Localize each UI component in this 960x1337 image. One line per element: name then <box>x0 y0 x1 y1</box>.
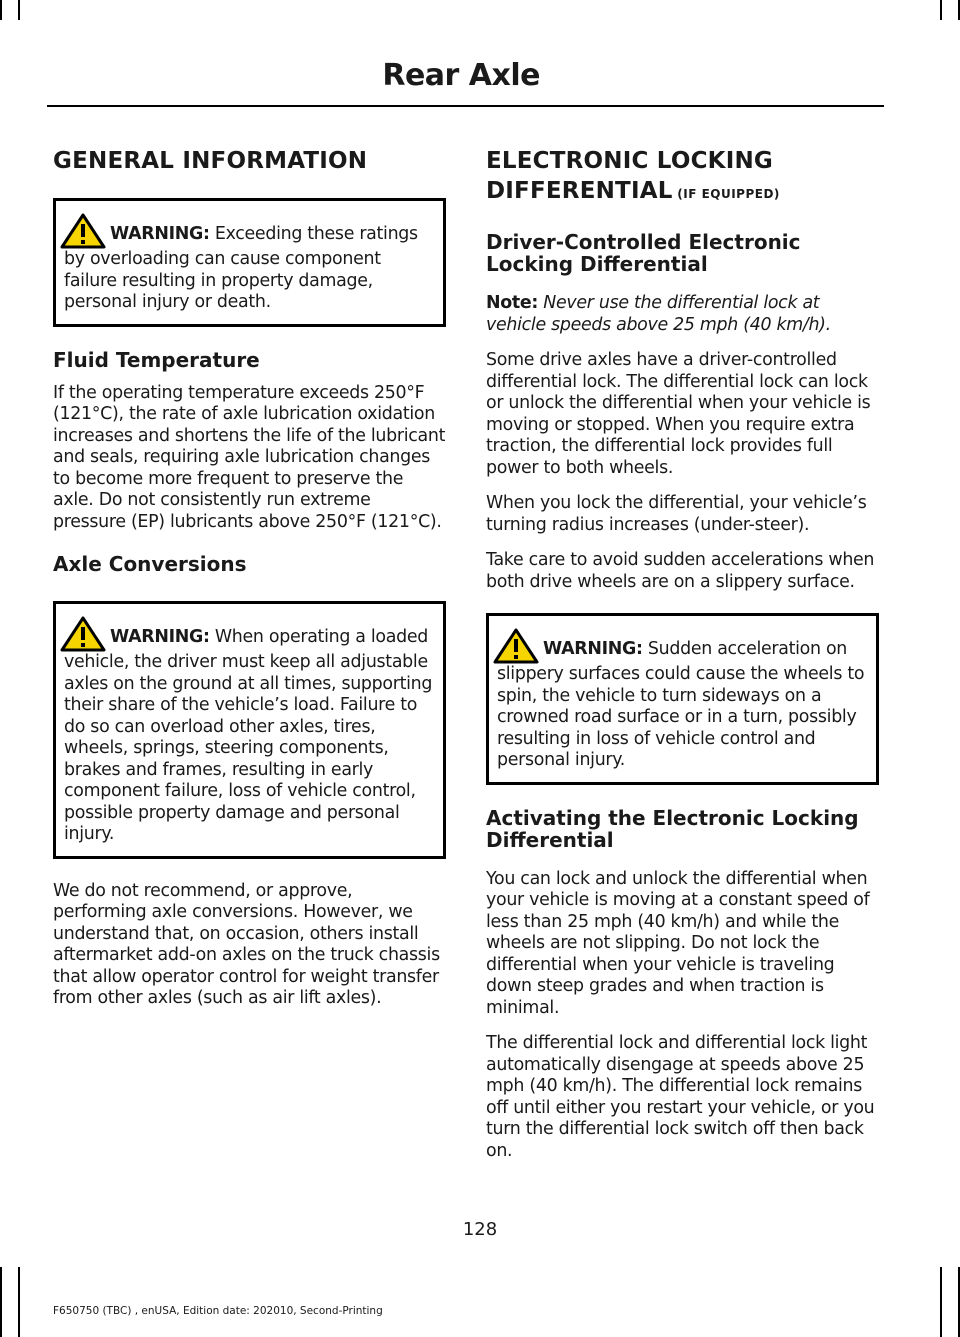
warning-box <box>53 601 446 859</box>
right-column <box>486 146 879 1176</box>
warning-triangle-icon <box>60 213 106 249</box>
page-title: Rear Axle <box>382 58 540 93</box>
page-number: 128 <box>462 1219 498 1240</box>
axle-conversions-heading: Axle Conversions <box>53 552 247 576</box>
footer-edition: F650750 (TBC) , enUSA, Edition date: 202010, Second-Printing <box>53 1305 383 1317</box>
warning-label: WARNING: <box>110 224 210 244</box>
fluid-temperature-heading: Fluid Temperature <box>53 347 260 372</box>
heading-line: DIFFERENTIAL <box>486 178 673 204</box>
warning-text: Sudden acceleration on slippery surfaces could cause the wheels to spin, the vehicle to turn sideways on a crowned road surface or in a turn, possibly resulting in loss of vehicle control and personal injury. <box>497 639 865 770</box>
note <box>486 293 879 336</box>
warning-label: WARNING: <box>110 627 210 647</box>
driver-controlled-heading: Driver-Controlled Electronic Locking Differential <box>486 230 801 276</box>
if-equipped-qualifier: (IF EQUIPPED) <box>672 187 780 201</box>
crop-mark <box>0 0 2 20</box>
heading-line: ELECTRONIC LOCKING <box>486 148 773 174</box>
note-label: Note: <box>486 293 539 313</box>
warning-text: When operating a loaded vehicle, the driver must keep all adjustable axles on the ground at all times, supporting their share of the vehicle’s load. Failure to do so can overload other axles, tires, wheels, springs, steering components, brakes and frames, resulting in early component failure, loss of vehicle control, possible property damage and personal injury. <box>64 627 433 844</box>
activating-heading: Activating the Electronic Locking Differential <box>486 805 859 852</box>
crop-mark <box>0 1267 2 1337</box>
paragraph: The differential lock and differential lock light automatically disengage at speeds above 25 mph (40 km/h). The differential lock remains off until either you restart your vehicle, or you turn the differential lock switch off then back on. <box>486 1033 875 1161</box>
note-text: Never use the differential lock at vehicle speeds above 25 mph (40 km/h). <box>486 293 831 335</box>
warning-triangle-icon <box>60 616 106 652</box>
left-column <box>53 146 446 1024</box>
crop-mark <box>18 0 20 20</box>
header-rule <box>47 105 884 107</box>
general-information-heading: GENERAL INFORMATION <box>53 148 368 174</box>
warning-label: WARNING: <box>543 639 643 659</box>
warning-triangle-icon <box>493 628 539 664</box>
warning-box <box>53 198 446 327</box>
crop-mark <box>940 1267 942 1337</box>
paragraph: You can lock and unlock the differential when your vehicle is moving at a constant speed of less than 25 mph (40 km/h) and while the wheels are not slipping. Do not lock the differential when your vehicle is traveling down steep grades and when traction is minimal. <box>486 868 870 1018</box>
warning-text: Exceeding these ratings by overloading can cause component failure resulting in property damage, personal injury or death. <box>64 224 418 312</box>
paragraph: Some drive axles have a driver-controlled differential lock. The differential lock can lock or unlock the differential when your vehicle is moving or stopped. When you require extra traction, the differential lock provides full power to both wheels. <box>486 350 871 478</box>
crop-mark <box>940 0 942 20</box>
warning-box <box>486 613 879 785</box>
paragraph: When you lock the differential, your vehicle’s turning radius increases (under-steer). <box>486 493 867 535</box>
electronic-locking-differential-heading <box>486 146 879 209</box>
axle-conversions-text: We do not recommend, or approve, performing axle conversions. However, we understand that, on occasion, others install aftermarket add-on axles on the truck chassis that allow operator control for weight transfer from other axles (such as air lift axles). <box>53 880 440 1008</box>
paragraph: Take care to avoid sudden accelerations when both drive wheels are on a slippery surface. <box>486 550 875 592</box>
crop-mark <box>18 1267 20 1337</box>
fluid-temperature-text: If the operating temperature exceeds 250°F (121°C), the rate of axle lubrication oxidation increases and shortens the life of the lubricant and seals, requiring axle lubrication changes to become more frequent to preserve the axle. Do not consistently run extreme pressure (EP) lubricants above 250°F (121°C). <box>53 382 446 532</box>
